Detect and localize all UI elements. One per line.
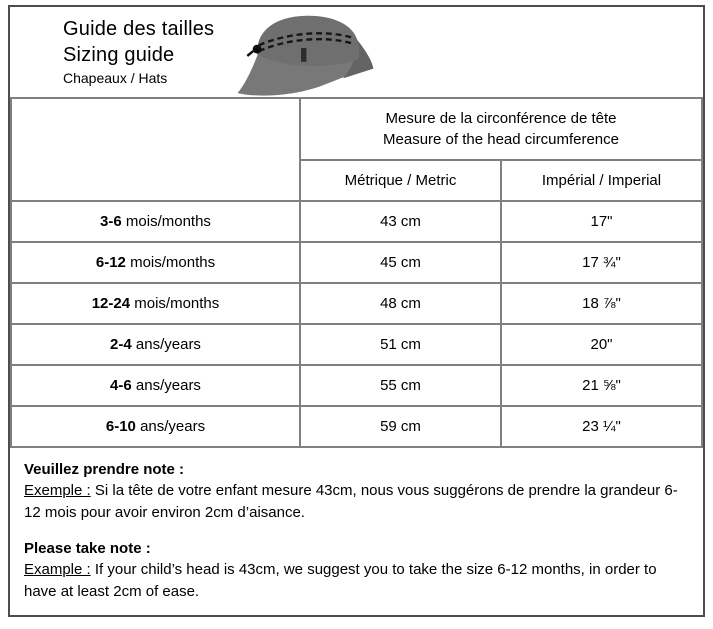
table-group-header-row [11, 98, 702, 160]
size-cell [11, 365, 300, 406]
metric-cell: 59 cm [300, 406, 501, 447]
metric-cell: 45 cm [300, 242, 501, 283]
size-cell [11, 242, 300, 283]
size-cell [11, 324, 300, 365]
note-en-body: If your child’s head is 43cm, we suggest you to take the size 6-12 months, in order to have at least 2cm of ease. [24, 561, 657, 600]
note-en-title: Please take note : [24, 540, 151, 557]
circumference-header-en: Measure of the head circumference [383, 131, 619, 148]
note-fr-text [24, 480, 691, 524]
metric-cell: 51 cm [300, 324, 501, 365]
circumference-header-fr: Mesure de la circonférence de tête [385, 110, 617, 127]
header [10, 7, 703, 97]
imperial-cell: 23 ¼" [501, 406, 702, 447]
size-unit: mois/months [130, 295, 220, 312]
table-row [11, 324, 702, 365]
size-unit: ans/years [131, 377, 201, 394]
corner-cell [11, 98, 300, 201]
size-range: 12-24 [91, 295, 131, 312]
notes-section [10, 448, 703, 615]
note-fr-title: Veuillez prendre note : [24, 461, 185, 478]
subtitle-category: Chapeaux / Hats [63, 70, 168, 86]
metric-column-header: Métrique / Metric [300, 160, 501, 201]
size-cell [11, 406, 300, 447]
sizing-guide-sheet [8, 5, 705, 617]
table-row [11, 201, 702, 242]
metric-cell: 55 cm [300, 365, 501, 406]
imperial-cell: 21 ⅝" [501, 365, 702, 406]
note-en-example-label: Example : [24, 561, 91, 578]
note-fr-body: Si la tête de votre enfant mesure 43cm, nous vous suggérons de prendre la grandeur 6-12 mois pour avoir environ 2cm d’aisance. [24, 482, 678, 521]
metric-cell: 48 cm [300, 283, 501, 324]
size-range: 4-6 [110, 377, 132, 394]
bucket-hat-image [228, 10, 378, 97]
metric-cell: 43 cm [300, 201, 501, 242]
size-range: 3-6 [100, 213, 122, 230]
circumference-header [300, 98, 702, 160]
size-cell [11, 201, 300, 242]
table-row [11, 365, 702, 406]
title-fr: Guide des tailles [63, 18, 215, 40]
table-row [11, 283, 702, 324]
size-range: 2-4 [110, 336, 132, 353]
imperial-cell: 17" [501, 201, 702, 242]
size-range: 6-10 [105, 418, 136, 435]
imperial-cell: 17 ¾" [501, 242, 702, 283]
note-en-text [24, 559, 691, 603]
imperial-cell: 20" [501, 324, 702, 365]
size-cell [11, 283, 300, 324]
title-block [10, 7, 214, 88]
size-table [10, 97, 703, 448]
size-unit: ans/years [135, 418, 206, 435]
size-unit: mois/months [121, 213, 211, 230]
note-fr-example-label: Exemple : [24, 482, 91, 499]
title-en: Sizing guide [63, 44, 175, 66]
table-row [11, 406, 702, 447]
table-row [11, 242, 702, 283]
imperial-column-header: Impérial / Imperial [501, 160, 702, 201]
size-unit: mois/months [125, 254, 216, 271]
size-unit: ans/years [131, 336, 201, 353]
size-range: 6-12 [95, 254, 126, 271]
imperial-cell: 18 ⅞" [501, 283, 702, 324]
